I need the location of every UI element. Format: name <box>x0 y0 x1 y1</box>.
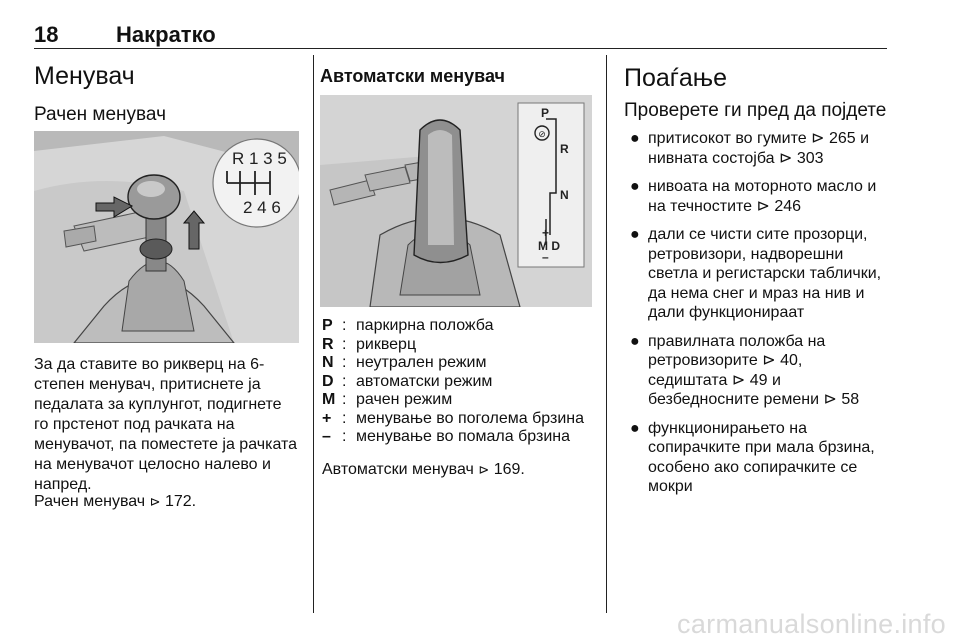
page-header <box>34 22 887 49</box>
para-line: За да ставите во рикверц на 6- <box>34 356 265 373</box>
automatic-gearshift-drawing <box>320 95 592 307</box>
legend-key: M <box>322 391 336 408</box>
legend-desc: менување во помала брзина <box>356 428 570 445</box>
gate-label-md: M D <box>538 239 560 253</box>
legend-key: R <box>322 335 334 353</box>
gear-pattern-bottom-label: 2 4 6 <box>243 198 281 217</box>
checklist-item: ● притисокот во гумите ⊳ 265 и нивната состојба ⊳ 303 <box>630 130 870 167</box>
reference-page: 169. <box>493 461 525 478</box>
legend-row: D : автоматски режим <box>322 372 493 390</box>
svg-text:⊘: ⊘ <box>538 129 546 139</box>
bullet-icon: ● <box>630 130 640 147</box>
legend-desc: неутрален режим <box>356 354 487 371</box>
legend-row: N : неутрален режим <box>322 354 487 371</box>
reference-text: Рачен менувач <box>34 493 146 510</box>
checklist-item: ● функционирањето на сопирачките при мала брзина, особено ако сопирачките се мокри <box>630 419 875 495</box>
page-ref-arrow-icon: ⊳ <box>478 462 490 477</box>
manual-gearshift-drawing <box>34 131 299 343</box>
gate-label-n: N <box>560 188 569 202</box>
page-title: Накратко <box>116 22 216 47</box>
legend-row: + : менување во поголема брзина <box>322 409 585 427</box>
legend-desc: паркирна положба <box>356 317 494 334</box>
para-line: го прстенот под рачката на <box>34 416 235 433</box>
section-heading-starting-off: Поаѓање <box>624 64 728 92</box>
para-line: менувачот, па поместете ја рачката <box>34 436 298 453</box>
para-line: напред. <box>34 476 92 493</box>
legend-key: + <box>322 409 332 427</box>
manual-gearshift-illustration <box>34 131 299 343</box>
bullet-icon: ● <box>630 332 640 350</box>
reference-page: 172. <box>164 493 197 510</box>
reference-text: Автоматски менувач <box>322 461 474 478</box>
legend-key: – <box>322 428 331 445</box>
legend-row: M : рачен режим <box>322 391 453 408</box>
bullet-icon: ● <box>630 178 640 195</box>
gear-position-legend <box>322 317 612 447</box>
legend-row: P : паркирна положба <box>322 317 494 334</box>
bullet-icon: ● <box>630 419 640 437</box>
gate-label-r: R <box>560 142 569 156</box>
legend-desc: менување во поголема брзина <box>356 409 585 427</box>
gate-label-plus: + <box>542 226 550 240</box>
section-heading-transmission: Менувач <box>34 62 135 90</box>
watermark: carmanualsonline.info <box>677 609 946 639</box>
legend-key: N <box>322 354 334 371</box>
para-line: на менувачот целосно налево и <box>34 456 271 473</box>
para-line: степен менувач, притиснете ја <box>34 376 261 393</box>
legend-row: – : менување во помала брзина <box>322 428 570 445</box>
column-divider-left <box>313 55 314 613</box>
gear-pattern-top-label: R 1 3 5 <box>232 149 287 168</box>
legend-desc: рачен режим <box>356 391 453 408</box>
checklist-item: ● дали се чисти сите прозорци, ретровизори, надворешни светла и регистарски таблички, да нема снег и мраз на нив и дали функционираат <box>630 226 882 321</box>
checklist-item: ● нивоата на моторното масло и на течностите ⊳ 246 <box>630 178 877 215</box>
manual-reverse-instructions <box>34 355 302 495</box>
subheading-manual-transmission: Рачен менувач <box>34 104 166 125</box>
gate-label-minus: – <box>542 250 549 264</box>
legend-desc: рикверц <box>356 335 417 353</box>
subheading-checks-before-driving: Проверете ги пред да појдете <box>624 100 887 121</box>
automatic-transmission-reference <box>322 460 525 480</box>
automatic-gearshift-illustration <box>320 95 592 307</box>
legend-key: P <box>322 317 333 334</box>
page-number: 18 <box>34 22 59 47</box>
bullet-icon: ● <box>630 226 640 243</box>
subheading-automatic-transmission: Автоматски менувач <box>320 66 505 86</box>
legend-key: D <box>322 372 334 390</box>
legend-desc: автоматски режим <box>356 372 493 390</box>
pre-drive-checklist <box>628 129 890 506</box>
page-ref-arrow-icon: ⊳ <box>149 494 161 509</box>
para-line: педалата за куплунгот, подигнете <box>34 396 282 413</box>
checklist-item: ● правилната положба на ретровизорите ⊳ 40, седиштата ⊳ 49 и безбедносните ремени ⊳ 58 <box>630 332 860 408</box>
legend-row: R : рикверц <box>322 335 417 353</box>
manual-transmission-reference <box>34 492 196 512</box>
gate-label-p: P <box>541 106 550 120</box>
